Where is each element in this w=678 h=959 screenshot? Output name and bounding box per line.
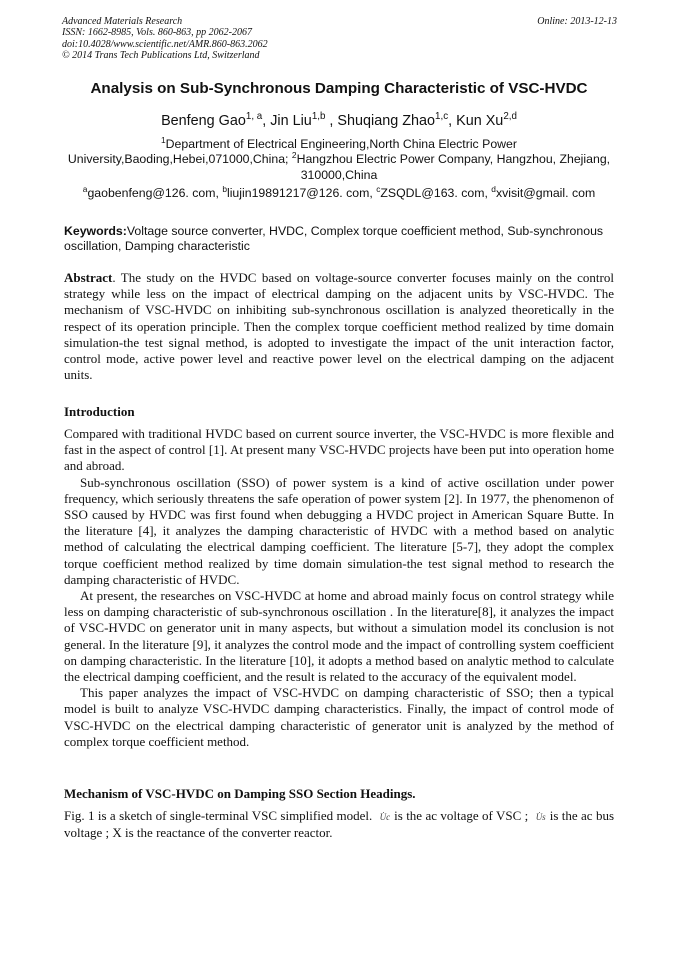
email-address[interactable]: gaobenfeng@126. com,	[87, 186, 219, 200]
section-heading: Introduction	[64, 404, 135, 419]
copyright-line: © 2014 Trans Tech Publications Ltd, Switzerland	[62, 49, 260, 61]
author-superscript: 1,c	[435, 111, 449, 123]
section-heading: Mechanism of VSC-HVDC on Damping SSO Section Headings.	[64, 786, 416, 801]
doi-line[interactable]: doi:10.4028/www.scientific.net/AMR.860-863.2062	[62, 38, 268, 50]
affiliation-superscript: 2	[291, 150, 297, 161]
author-superscript: 1, a	[245, 111, 263, 123]
text-run: is the ac bus voltage ; X is the reactance of the converter reactor.	[64, 808, 615, 841]
introduction-section	[64, 404, 614, 750]
abstract-label: Abstract	[64, 270, 113, 285]
mechanism-section	[64, 786, 614, 841]
keywords-block	[64, 224, 614, 255]
text-run: Fig. 1 is a sketch of single-terminal VSC simplified model.	[64, 808, 373, 823]
keywords-label: Keywords:	[64, 224, 127, 238]
author-name: Benfeng Gao	[161, 113, 246, 129]
paper-title: Analysis on Sub-Synchronous Damping Characteristic of VSC-HVDC	[90, 80, 588, 97]
online-date: Online: 2013-12-13	[537, 16, 617, 27]
paragraph: This paper analyzes the impact of VSC-HVDC on damping characteristic of SSO; then a typical model is built to analyze VSC-HVDC damping characteristics. Finally, the impact of control mode of VSC-HVDC on the electrical damping characteristic of generator unit is analyzed by the method of complex torque coefficient method.	[64, 685, 614, 749]
author-name: Kun Xu	[456, 113, 504, 129]
abstract-text: . The study on the HVDC based on voltage-source converter focuses mainly on the control strategy while less on the impact of electrical damping on the adjacent units by VSC-HVDC. The mechanism of VSC-HVDC on inhibiting sub-synchronous oscillation is analyzed theoretically in the respect of its operation principle. Then the complex torque coefficient method realized by time domain simulation-the test signal method, is adopted to investigate the impact of the unit interaction factor, control mode, active power level and reactive power level on the electrical damping on the adjacent units.	[64, 270, 614, 383]
email-address[interactable]: liujin19891217@126. com,	[226, 186, 373, 200]
email-superscript: d	[491, 183, 496, 194]
abstract-block	[64, 270, 614, 383]
email-superscript: b	[222, 183, 227, 194]
journal-name: Advanced Materials Research	[62, 16, 183, 27]
paragraph	[64, 808, 614, 841]
email-list	[40, 183, 638, 200]
voltage-symbol-us: U̇s	[535, 812, 546, 822]
author-superscript: 2,d	[503, 111, 517, 123]
author-name: Shuqiang Zhao	[337, 113, 436, 129]
paragraph: At present, the researches on VSC-HVDC at home and abroad mainly focus on control strategy while less on damping characteristic of sub-synchronous oscillation . In the literature[8], it analyzes the impact of VSC-HVDC on generator unit in many aspects, but without a simulation model its conclusion is not general. In the literature [9], it analyzes the control mode and the impact of controlling system coefficient on damping characteristic. In the literature [10], it adopts a method based on analytic method to calculate the electrical damping coefficient, and the result is related to the accuracy of the equivalent model.	[64, 588, 614, 685]
author-name: Jin Liu	[270, 113, 312, 129]
author-list: Benfeng Gao$^{1, a}$, Jin Liu$^{1,b}$ , Shuqiang Zhao$^{1,c}$, Kun Xu$^{2,d}$	[161, 111, 517, 129]
journal-header	[62, 16, 617, 61]
text-run: is the ac voltage of VSC ;	[394, 808, 529, 823]
affiliations	[58, 134, 620, 183]
affiliation-superscript: 1	[161, 134, 166, 145]
voltage-symbol-uc: U̇c	[379, 812, 391, 822]
keywords-text: Voltage source converter, HVDC, Complex torque coefficient method, Sub-synchronous oscillation, Damping characteristic	[64, 224, 604, 254]
affiliation-2: Hangzhou Electric Power Company, Hangzhou, Zhejiang, 310000,China	[296, 152, 611, 182]
paragraph: Sub-synchronous oscillation (SSO) of power system is a kind of active oscillation under power frequency, which seriously threatens the safe operation of power system [2]. In 1977, the phenomenon of SSO caused by HVDC was first found when debugging a HVDC project in American Square Butte. In the literature [4], it analyzes the damping characteristic of HVDC with a method based on analytic method of calculating the electrical damping coefficient. The literature [5-7], they adopt the complex torque coefficient method realized by time domain simulation-the test signal method to research the damping characteristic of HVDC.	[64, 474, 614, 587]
email-address[interactable]: xvisit@gmail. com	[495, 186, 596, 200]
affiliation-1: Department of Electrical Engineering,North China Electric Power University,Baoding,Hebei,071000,China;	[67, 137, 517, 167]
issn-line: ISSN: 1662-8985, Vols. 860-863, pp 2062-2067	[62, 27, 252, 39]
paragraph: Compared with traditional HVDC based on current source inverter, the VSC-HVDC is more flexible and fast in the aspect of control [1]. At present many VSC-HVDC projects have been put into operation home and abroad.	[64, 426, 614, 474]
email-superscript: a	[82, 183, 88, 194]
email-address[interactable]: ZSQDL@163. com,	[380, 186, 488, 200]
author-superscript: 1,b	[311, 111, 326, 123]
email-superscript: c	[376, 183, 381, 194]
